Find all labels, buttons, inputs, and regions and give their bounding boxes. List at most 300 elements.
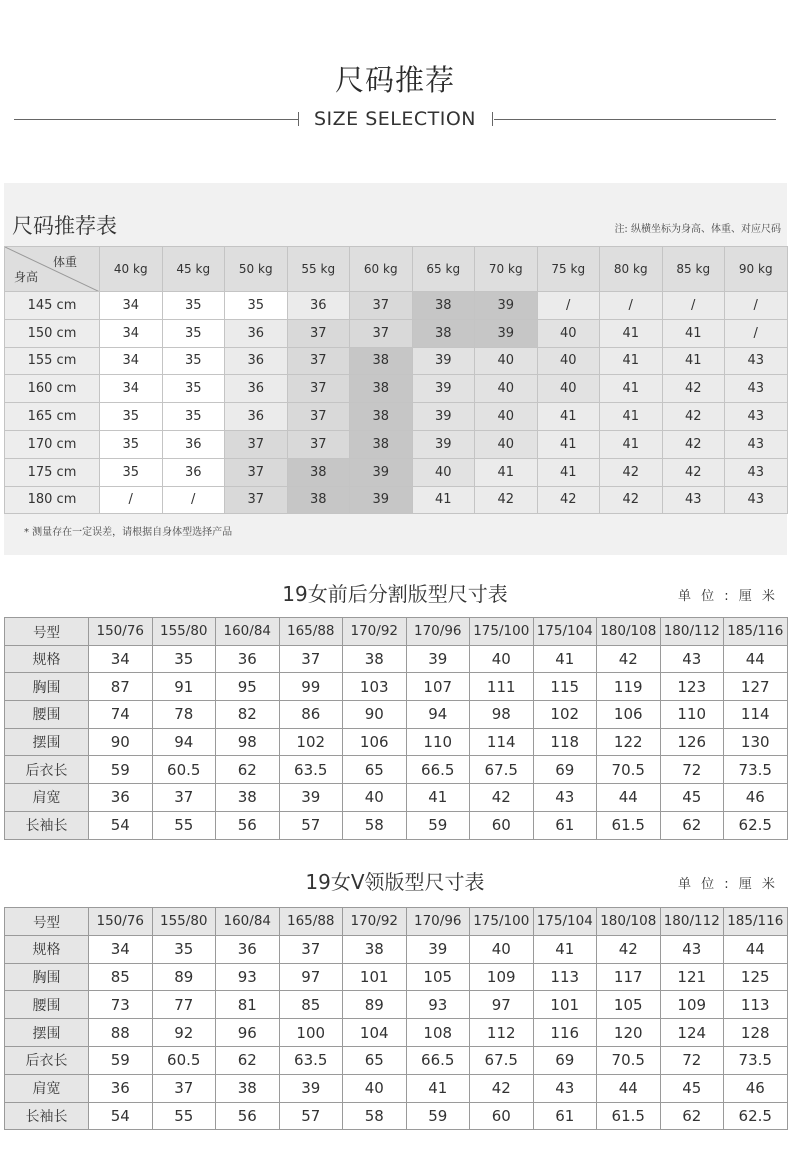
spec-cell: 111 <box>470 673 534 701</box>
size-column-header: 180/112 <box>660 618 724 646</box>
spec-cell: 58 <box>343 1102 407 1130</box>
size-cell: 37 <box>225 486 288 514</box>
spec-cell: 119 <box>597 673 661 701</box>
spec-cell: 97 <box>470 991 534 1019</box>
size-column-header: 180/112 <box>660 908 724 936</box>
size-cell: 37 <box>225 458 288 486</box>
spec-cell: 40 <box>343 1074 407 1102</box>
spec-header-label: 号型 <box>5 908 89 936</box>
spec-cell: 41 <box>533 935 597 963</box>
page-header <box>0 0 790 180</box>
spec-cell: 40 <box>470 645 534 673</box>
spec-row-label: 长袖长 <box>5 811 89 839</box>
weight-header: 45 kg <box>162 247 225 292</box>
recommend-row <box>5 347 788 375</box>
size-cell: 37 <box>287 403 350 431</box>
spec-cell: 91 <box>152 673 216 701</box>
size-cell: 38 <box>412 292 475 320</box>
spec-cell: 59 <box>406 811 470 839</box>
spec-cell: 43 <box>660 935 724 963</box>
spec-cell: 103 <box>343 673 407 701</box>
spec-cell: 104 <box>343 1019 407 1047</box>
height-header: 160 cm <box>5 375 100 403</box>
size-cell: 34 <box>100 292 163 320</box>
size-column-header: 170/96 <box>406 618 470 646</box>
spec-cell: 59 <box>89 756 153 784</box>
spec-row-label: 摆围 <box>5 1019 89 1047</box>
spec-cell: 55 <box>152 811 216 839</box>
spec-row <box>5 756 788 784</box>
corner-cell <box>5 247 100 292</box>
spec-cell: 38 <box>216 784 280 812</box>
size-cell: 37 <box>350 319 413 347</box>
spec-row-label: 腰围 <box>5 991 89 1019</box>
spec-cell: 66.5 <box>406 756 470 784</box>
size-cell: / <box>600 292 663 320</box>
spec-cell: 121 <box>660 963 724 991</box>
spec-table-2 <box>4 907 788 1130</box>
spec-cell: 128 <box>724 1019 788 1047</box>
spec-cell: 46 <box>724 784 788 812</box>
spec-cell: 59 <box>89 1046 153 1074</box>
size-cell: 37 <box>287 375 350 403</box>
spec-cell: 125 <box>724 963 788 991</box>
spec-cell: 94 <box>152 728 216 756</box>
spec-cell: 98 <box>216 728 280 756</box>
size-column-header: 180/108 <box>597 908 661 936</box>
page-title: 尺码推荐 <box>334 63 455 97</box>
size-cell: 43 <box>725 458 788 486</box>
spec-cell: 95 <box>216 673 280 701</box>
spec-cell: 36 <box>216 935 280 963</box>
spec-cell: 44 <box>724 645 788 673</box>
spec-cell: 93 <box>216 963 280 991</box>
spec-cell: 99 <box>279 673 343 701</box>
spec-cell: 46 <box>724 1074 788 1102</box>
spec-cell: 106 <box>343 728 407 756</box>
spec-cell: 70.5 <box>597 1046 661 1074</box>
size-cell: 39 <box>350 458 413 486</box>
spec-cell: 44 <box>597 784 661 812</box>
size-column-header: 170/92 <box>343 908 407 936</box>
spec-cell: 66.5 <box>406 1046 470 1074</box>
size-cell: 41 <box>537 403 600 431</box>
spec-cell: 38 <box>343 645 407 673</box>
size-cell: 35 <box>100 458 163 486</box>
spec-cell: 86 <box>279 701 343 729</box>
spec-cell: 82 <box>216 701 280 729</box>
size-cell: 37 <box>287 319 350 347</box>
spec-cell: 43 <box>533 1074 597 1102</box>
spec-cell: 61 <box>533 1102 597 1130</box>
size-cell: 39 <box>412 403 475 431</box>
weight-header: 80 kg <box>600 247 663 292</box>
size-cell: 39 <box>475 292 538 320</box>
spec-cell: 44 <box>724 935 788 963</box>
spec-cell: 62.5 <box>724 811 788 839</box>
size-cell: 37 <box>287 430 350 458</box>
size-cell: 41 <box>600 403 663 431</box>
size-column-header: 165/88 <box>279 908 343 936</box>
spec-cell: 127 <box>724 673 788 701</box>
spec-cell: 42 <box>597 645 661 673</box>
spec-cell: 61 <box>533 811 597 839</box>
spec-row <box>5 991 788 1019</box>
spec-cell: 54 <box>89 811 153 839</box>
size-cell: 37 <box>350 292 413 320</box>
spec-row-label: 胸围 <box>5 673 89 701</box>
size-cell: 34 <box>100 347 163 375</box>
spec-cell: 61.5 <box>597 811 661 839</box>
size-cell: 40 <box>537 347 600 375</box>
size-column-header: 160/84 <box>216 618 280 646</box>
size-cell: 40 <box>475 347 538 375</box>
spec-row-label: 肩宽 <box>5 784 89 812</box>
page-subtitle: SIZE SELECTION <box>313 108 477 130</box>
spec-cell: 78 <box>152 701 216 729</box>
size-column-header: 150/76 <box>89 618 153 646</box>
spec-cell: 109 <box>660 991 724 1019</box>
spec-cell: 73.5 <box>724 1046 788 1074</box>
size-cell: 34 <box>100 375 163 403</box>
size-cell: 36 <box>225 403 288 431</box>
size-cell: 43 <box>725 403 788 431</box>
spec-row-label: 肩宽 <box>5 1074 89 1102</box>
size-cell: 43 <box>725 486 788 514</box>
spec-row <box>5 963 788 991</box>
recommend-row <box>5 486 788 514</box>
spec-row <box>5 1102 788 1130</box>
size-cell: 38 <box>350 375 413 403</box>
spec-cell: 112 <box>470 1019 534 1047</box>
size-cell: 40 <box>475 375 538 403</box>
size-cell: / <box>537 292 600 320</box>
spec-cell: 39 <box>406 645 470 673</box>
spec-cell: 45 <box>660 784 724 812</box>
spec-table-1-unit: 单 位 : 厘 米 <box>678 589 778 604</box>
weight-header: 55 kg <box>287 247 350 292</box>
spec-row <box>5 935 788 963</box>
size-column-header: 185/116 <box>724 618 788 646</box>
spec-cell: 54 <box>89 1102 153 1130</box>
size-cell: 35 <box>100 403 163 431</box>
size-cell: / <box>100 486 163 514</box>
spec-cell: 123 <box>660 673 724 701</box>
recommend-row <box>5 430 788 458</box>
size-cell: 42 <box>600 458 663 486</box>
size-cell: 42 <box>662 458 725 486</box>
spec-row <box>5 701 788 729</box>
spec-cell: 98 <box>470 701 534 729</box>
spec-row-label: 胸围 <box>5 963 89 991</box>
size-recommend-table <box>4 246 788 514</box>
spec-cell: 36 <box>89 1074 153 1102</box>
size-cell: 36 <box>225 375 288 403</box>
spec-cell: 67.5 <box>470 1046 534 1074</box>
size-cell: 35 <box>162 319 225 347</box>
recommend-title: 尺码推荐表 <box>12 214 117 238</box>
size-cell: 35 <box>162 292 225 320</box>
spec-table-2-title: 19女V领版型尺寸表 <box>305 870 485 894</box>
spec-cell: 67.5 <box>470 756 534 784</box>
spec-row-label: 规格 <box>5 935 89 963</box>
spec-cell: 73.5 <box>724 756 788 784</box>
size-cell: 35 <box>162 403 225 431</box>
spec-cell: 56 <box>216 1102 280 1130</box>
size-cell: / <box>662 292 725 320</box>
size-cell: 35 <box>162 375 225 403</box>
height-header: 145 cm <box>5 292 100 320</box>
spec-row-label: 规格 <box>5 645 89 673</box>
size-cell: 42 <box>475 486 538 514</box>
spec-cell: 101 <box>533 991 597 1019</box>
spec-cell: 45 <box>660 1074 724 1102</box>
size-column-header: 160/84 <box>216 908 280 936</box>
spec-header-row <box>5 618 788 646</box>
spec-cell: 60 <box>470 1102 534 1130</box>
spec-cell: 36 <box>216 645 280 673</box>
size-cell: 38 <box>350 403 413 431</box>
spec-cell: 87 <box>89 673 153 701</box>
spec-header-row <box>5 908 788 936</box>
size-cell: 43 <box>725 347 788 375</box>
spec-cell: 89 <box>343 991 407 1019</box>
spec-cell: 105 <box>406 963 470 991</box>
spec-cell: 62.5 <box>724 1102 788 1130</box>
size-cell: 40 <box>412 458 475 486</box>
header-divider-tick <box>492 112 493 126</box>
recommend-row <box>5 319 788 347</box>
spec-table-2-unit: 单 位 : 厘 米 <box>678 877 778 892</box>
spec-cell: 57 <box>279 811 343 839</box>
size-cell: 36 <box>225 347 288 375</box>
size-cell: / <box>725 319 788 347</box>
size-cell: 38 <box>412 319 475 347</box>
spec-cell: 106 <box>597 701 661 729</box>
size-cell: 41 <box>600 375 663 403</box>
spec-cell: 44 <box>597 1074 661 1102</box>
height-header: 155 cm <box>5 347 100 375</box>
spec-cell: 124 <box>660 1019 724 1047</box>
size-cell: 43 <box>662 486 725 514</box>
spec-cell: 37 <box>279 645 343 673</box>
size-cell: 40 <box>537 375 600 403</box>
spec-cell: 40 <box>470 935 534 963</box>
spec-cell: 34 <box>89 935 153 963</box>
spec-row-label: 后衣长 <box>5 1046 89 1074</box>
spec-cell: 77 <box>152 991 216 1019</box>
spec-cell: 114 <box>724 701 788 729</box>
spec-cell: 58 <box>343 811 407 839</box>
recommend-note: 注: 纵横坐标为身高、体重、对应尺码 <box>614 224 781 235</box>
spec-cell: 96 <box>216 1019 280 1047</box>
spec-row <box>5 1074 788 1102</box>
spec-cell: 65 <box>343 1046 407 1074</box>
spec-cell: 43 <box>533 784 597 812</box>
spec-cell: 85 <box>89 963 153 991</box>
spec-row-label: 长袖长 <box>5 1102 89 1130</box>
spec-cell: 90 <box>343 701 407 729</box>
size-cell: 39 <box>412 375 475 403</box>
spec-cell: 72 <box>660 1046 724 1074</box>
spec-row-label: 摆围 <box>5 728 89 756</box>
size-cell: 36 <box>162 458 225 486</box>
spec-table-1-title: 19女前后分割版型尺寸表 <box>282 582 508 606</box>
size-cell: 40 <box>475 430 538 458</box>
size-cell: 39 <box>412 347 475 375</box>
recommend-header-row <box>5 247 788 292</box>
spec-cell: 130 <box>724 728 788 756</box>
spec-row <box>5 728 788 756</box>
size-column-header: 175/100 <box>470 618 534 646</box>
spec-cell: 126 <box>660 728 724 756</box>
spec-cell: 39 <box>406 935 470 963</box>
spec-cell: 113 <box>533 963 597 991</box>
size-cell: 40 <box>475 403 538 431</box>
spec-table-1 <box>4 617 788 840</box>
spec-cell: 89 <box>152 963 216 991</box>
height-header: 165 cm <box>5 403 100 431</box>
spec-cell: 63.5 <box>279 1046 343 1074</box>
spec-row <box>5 1019 788 1047</box>
size-cell: 36 <box>162 430 225 458</box>
spec-cell: 85 <box>279 991 343 1019</box>
spec-cell: 62 <box>216 1046 280 1074</box>
spec-cell: 37 <box>279 935 343 963</box>
spec-cell: 105 <box>597 991 661 1019</box>
spec-cell: 36 <box>89 784 153 812</box>
spec-cell: 39 <box>279 1074 343 1102</box>
size-cell: 41 <box>600 319 663 347</box>
height-header: 175 cm <box>5 458 100 486</box>
spec-cell: 57 <box>279 1102 343 1130</box>
spec-cell: 90 <box>89 728 153 756</box>
spec-cell: 93 <box>406 991 470 1019</box>
spec-cell: 34 <box>89 645 153 673</box>
spec-cell: 39 <box>279 784 343 812</box>
spec-cell: 41 <box>406 1074 470 1102</box>
spec-cell: 42 <box>470 784 534 812</box>
size-cell: 36 <box>225 319 288 347</box>
size-column-header: 155/80 <box>152 908 216 936</box>
spec-cell: 109 <box>470 963 534 991</box>
size-cell: 43 <box>725 430 788 458</box>
corner-weight-label: 体重 <box>52 255 77 269</box>
size-cell: / <box>162 486 225 514</box>
weight-header: 50 kg <box>225 247 288 292</box>
spec-cell: 35 <box>152 935 216 963</box>
spec-cell: 61.5 <box>597 1102 661 1130</box>
spec-cell: 37 <box>152 784 216 812</box>
size-cell: 41 <box>475 458 538 486</box>
spec-cell: 60.5 <box>152 1046 216 1074</box>
spec-cell: 60 <box>470 811 534 839</box>
spec-cell: 41 <box>406 784 470 812</box>
weight-header: 60 kg <box>350 247 413 292</box>
spec-cell: 38 <box>216 1074 280 1102</box>
spec-row <box>5 673 788 701</box>
weight-header: 85 kg <box>662 247 725 292</box>
spec-cell: 102 <box>279 728 343 756</box>
size-cell: 41 <box>662 319 725 347</box>
spec-cell: 73 <box>89 991 153 1019</box>
size-cell: 35 <box>100 430 163 458</box>
size-cell: 40 <box>537 319 600 347</box>
header-divider-right <box>494 119 776 120</box>
spec-cell: 55 <box>152 1102 216 1130</box>
size-column-header: 185/116 <box>724 908 788 936</box>
weight-header: 90 kg <box>725 247 788 292</box>
spec-cell: 72 <box>660 756 724 784</box>
size-cell: 42 <box>600 486 663 514</box>
spec-cell: 74 <box>89 701 153 729</box>
size-cell: 36 <box>287 292 350 320</box>
size-column-header: 175/100 <box>470 908 534 936</box>
size-column-header: 175/104 <box>533 908 597 936</box>
size-cell: 41 <box>412 486 475 514</box>
spec-cell: 88 <box>89 1019 153 1047</box>
size-cell: 34 <box>100 319 163 347</box>
size-cell: 38 <box>287 486 350 514</box>
size-column-header: 155/80 <box>152 618 216 646</box>
spec-cell: 115 <box>533 673 597 701</box>
spec-cell: 107 <box>406 673 470 701</box>
spec-cell: 118 <box>533 728 597 756</box>
size-cell: 39 <box>475 319 538 347</box>
spec-cell: 94 <box>406 701 470 729</box>
size-cell: 37 <box>225 430 288 458</box>
size-cell: 42 <box>662 403 725 431</box>
spec-cell: 97 <box>279 963 343 991</box>
spec-cell: 81 <box>216 991 280 1019</box>
spec-cell: 60.5 <box>152 756 216 784</box>
spec-cell: 117 <box>597 963 661 991</box>
spec-cell: 102 <box>533 701 597 729</box>
spec-row <box>5 645 788 673</box>
spec-cell: 122 <box>597 728 661 756</box>
size-cell: / <box>725 292 788 320</box>
spec-cell: 69 <box>533 756 597 784</box>
size-cell: 38 <box>350 430 413 458</box>
recommend-row <box>5 292 788 320</box>
spec-cell: 38 <box>343 935 407 963</box>
recommend-row <box>5 458 788 486</box>
size-cell: 39 <box>412 430 475 458</box>
spec-row <box>5 1046 788 1074</box>
spec-cell: 65 <box>343 756 407 784</box>
size-cell: 39 <box>350 486 413 514</box>
spec-cell: 120 <box>597 1019 661 1047</box>
spec-cell: 113 <box>724 991 788 1019</box>
size-cell: 41 <box>600 430 663 458</box>
spec-cell: 40 <box>343 784 407 812</box>
spec-cell: 69 <box>533 1046 597 1074</box>
spec-header-label: 号型 <box>5 618 89 646</box>
size-cell: 42 <box>662 375 725 403</box>
weight-header: 65 kg <box>412 247 475 292</box>
size-cell: 41 <box>537 430 600 458</box>
spec-cell: 110 <box>660 701 724 729</box>
size-cell: 41 <box>662 347 725 375</box>
spec-row-label: 后衣长 <box>5 756 89 784</box>
size-cell: 42 <box>537 486 600 514</box>
size-column-header: 150/76 <box>89 908 153 936</box>
spec-cell: 114 <box>470 728 534 756</box>
spec-cell: 100 <box>279 1019 343 1047</box>
spec-cell: 37 <box>152 1074 216 1102</box>
recommend-row <box>5 375 788 403</box>
height-header: 170 cm <box>5 430 100 458</box>
